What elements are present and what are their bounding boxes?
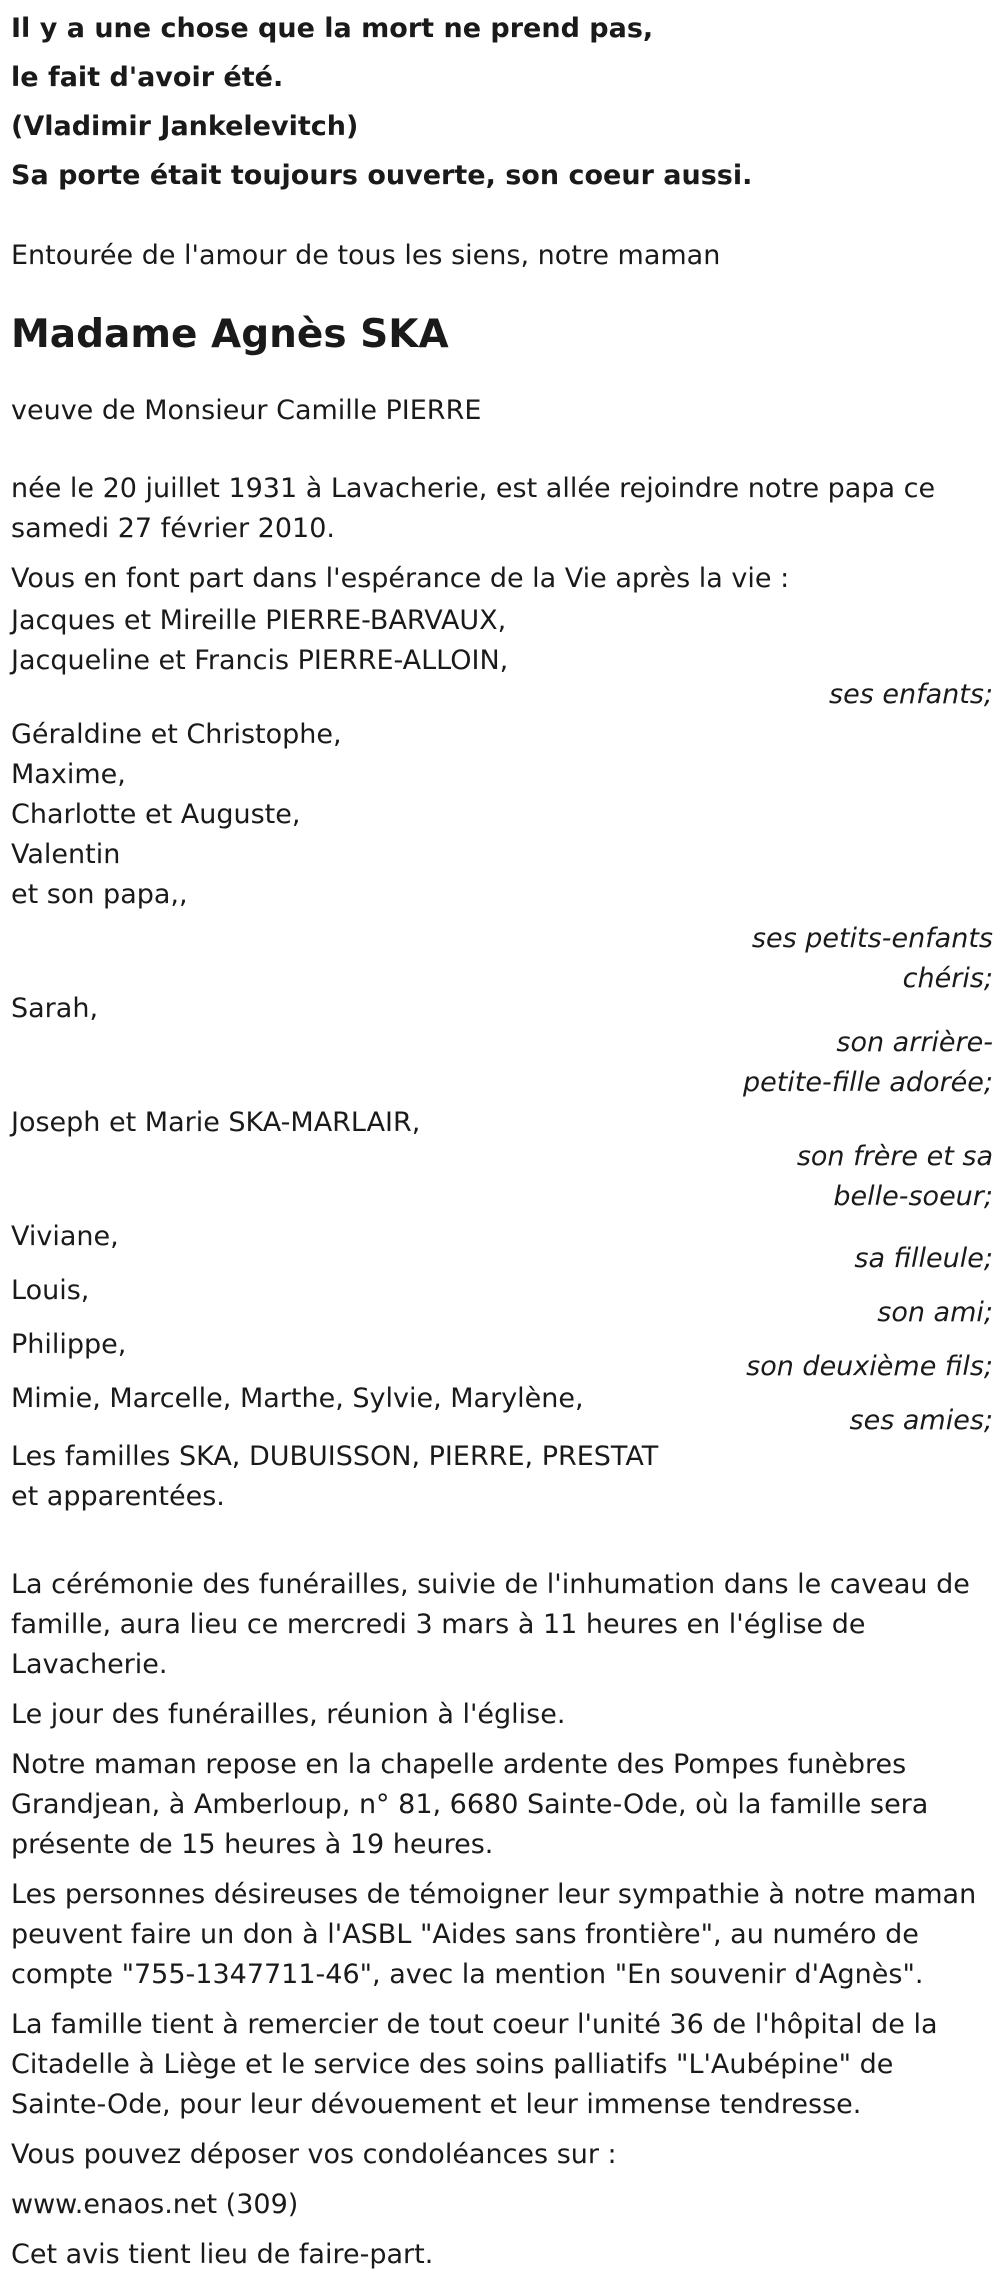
family-group-children [11,601,993,715]
epigraph-quote [11,4,993,200]
announcement-text: Vous en font part dans l'espérance de la Vie après la vie : [11,563,790,594]
thanks-text: La famille tient à remercier de tout coeur l'unité 36 de l'hôpital de la Citadelle à Liège et le service des soins palliatifs "L'Aubépine" de Sainte-Ode, pour leur dévouement et leur immense tendresse. [11,2009,938,2120]
relation-label: son frère et sa [796,1141,993,1172]
condolences-link[interactable]: www.enaos.net (309) [11,2189,299,2220]
relation-label: ses enfants; [829,679,993,710]
family-group-friend [11,1271,993,1333]
epigraph-line: Il y a une chose que la mort ne prend pas, [11,13,654,44]
family-member: Les familles SKA, DUBUISSON, PIERRE, PRESTAT [11,1441,659,1472]
closing-note: Cet avis tient lieu de faire-part. [11,2239,434,2270]
family-group-grandchildren [11,715,993,999]
condolences-text: Vous pouvez déposer vos condoléances sur : [11,2139,617,2170]
family-member: Louis, [11,1275,90,1306]
family-group-great-granddaughter [11,989,993,1103]
epigraph-line: (Vladimir Jankelevitch) [11,111,359,142]
family-group-second-son [11,1325,993,1387]
family-member: Valentin [11,839,121,870]
obituary-notice [11,4,993,2275]
funeral-info: La cérémonie des funérailles, suivie de l'inhumation dans le caveau de famille, aura lieu ce mercredi 3 mars à 11 heures en l'église de Lavacherie. [11,1569,970,1680]
widow-line: veuve de Monsieur Camille PIERRE [11,395,482,426]
family-member: Sarah, [11,993,99,1024]
birth-death-text: née le 20 juillet 1931 à Lavacherie, est allée rejoindre notre papa ce samedi 27 février 2010. [11,473,936,544]
family-member: Charlotte et Auguste, [11,799,301,830]
family-member: Philippe, [11,1329,127,1360]
intro-text: Entourée de l'amour de tous les siens, notre maman [11,240,721,271]
relation-label: son deuxième fils; [746,1351,993,1382]
family-group-brother [11,1103,993,1217]
family-member: Maxime, [11,759,126,790]
family-member: Joseph et Marie SKA-MARLAIR, [11,1107,421,1138]
family-member: Mimie, Marcelle, Marthe, Sylvie, Marylène, [11,1383,584,1414]
family-member: Jacqueline et Francis PIERRE-ALLOIN, [11,645,509,676]
relation-label: sa filleule; [854,1243,993,1274]
family-member: Jacques et Mireille PIERRE-BARVAUX, [11,605,507,636]
family-group-relatives [11,1437,993,1517]
relation-label: son ami; [877,1297,993,1328]
epigraph-line: le fait d'avoir été. [11,62,284,93]
family-member: et son papa,, [11,879,188,910]
relation-label: chéris; [902,963,993,994]
chapel-info: Notre maman repose en la chapelle ardente des Pompes funèbres Grandjean, à Amberloup, n° 81, 6680 Sainte-Ode, où la famille sera présente de 15 heures à 19 heures. [11,1749,929,1860]
epigraph-line: Sa porte était toujours ouverte, son coeur aussi. [11,160,753,191]
relation-label: ses petits-enfants [751,923,993,954]
donation-info: Les personnes désireuses de témoigner leur sympathie à notre maman peuvent faire un don à l'ASBL "Aides sans frontière", au numéro de compte "755-1347711-46", avec la mention "En souvenir d'Agnès". [11,1879,977,1990]
relation-label: son arrière- [836,1027,993,1058]
family-member: Viviane, [11,1221,119,1252]
family-member: Géraldine et Christophe, [11,719,342,750]
relation-label: petite-fille adorée; [742,1067,993,1098]
relation-label: belle-soeur; [833,1181,993,1212]
relation-label: ses amies; [849,1405,993,1436]
family-group-friends [11,1379,993,1441]
gathering-info: Le jour des funérailles, réunion à l'église. [11,1699,566,1730]
family-member: et apparentées. [11,1481,225,1512]
deceased-name: Madame Agnès SKA [11,312,449,357]
family-group-goddaughter [11,1217,993,1279]
